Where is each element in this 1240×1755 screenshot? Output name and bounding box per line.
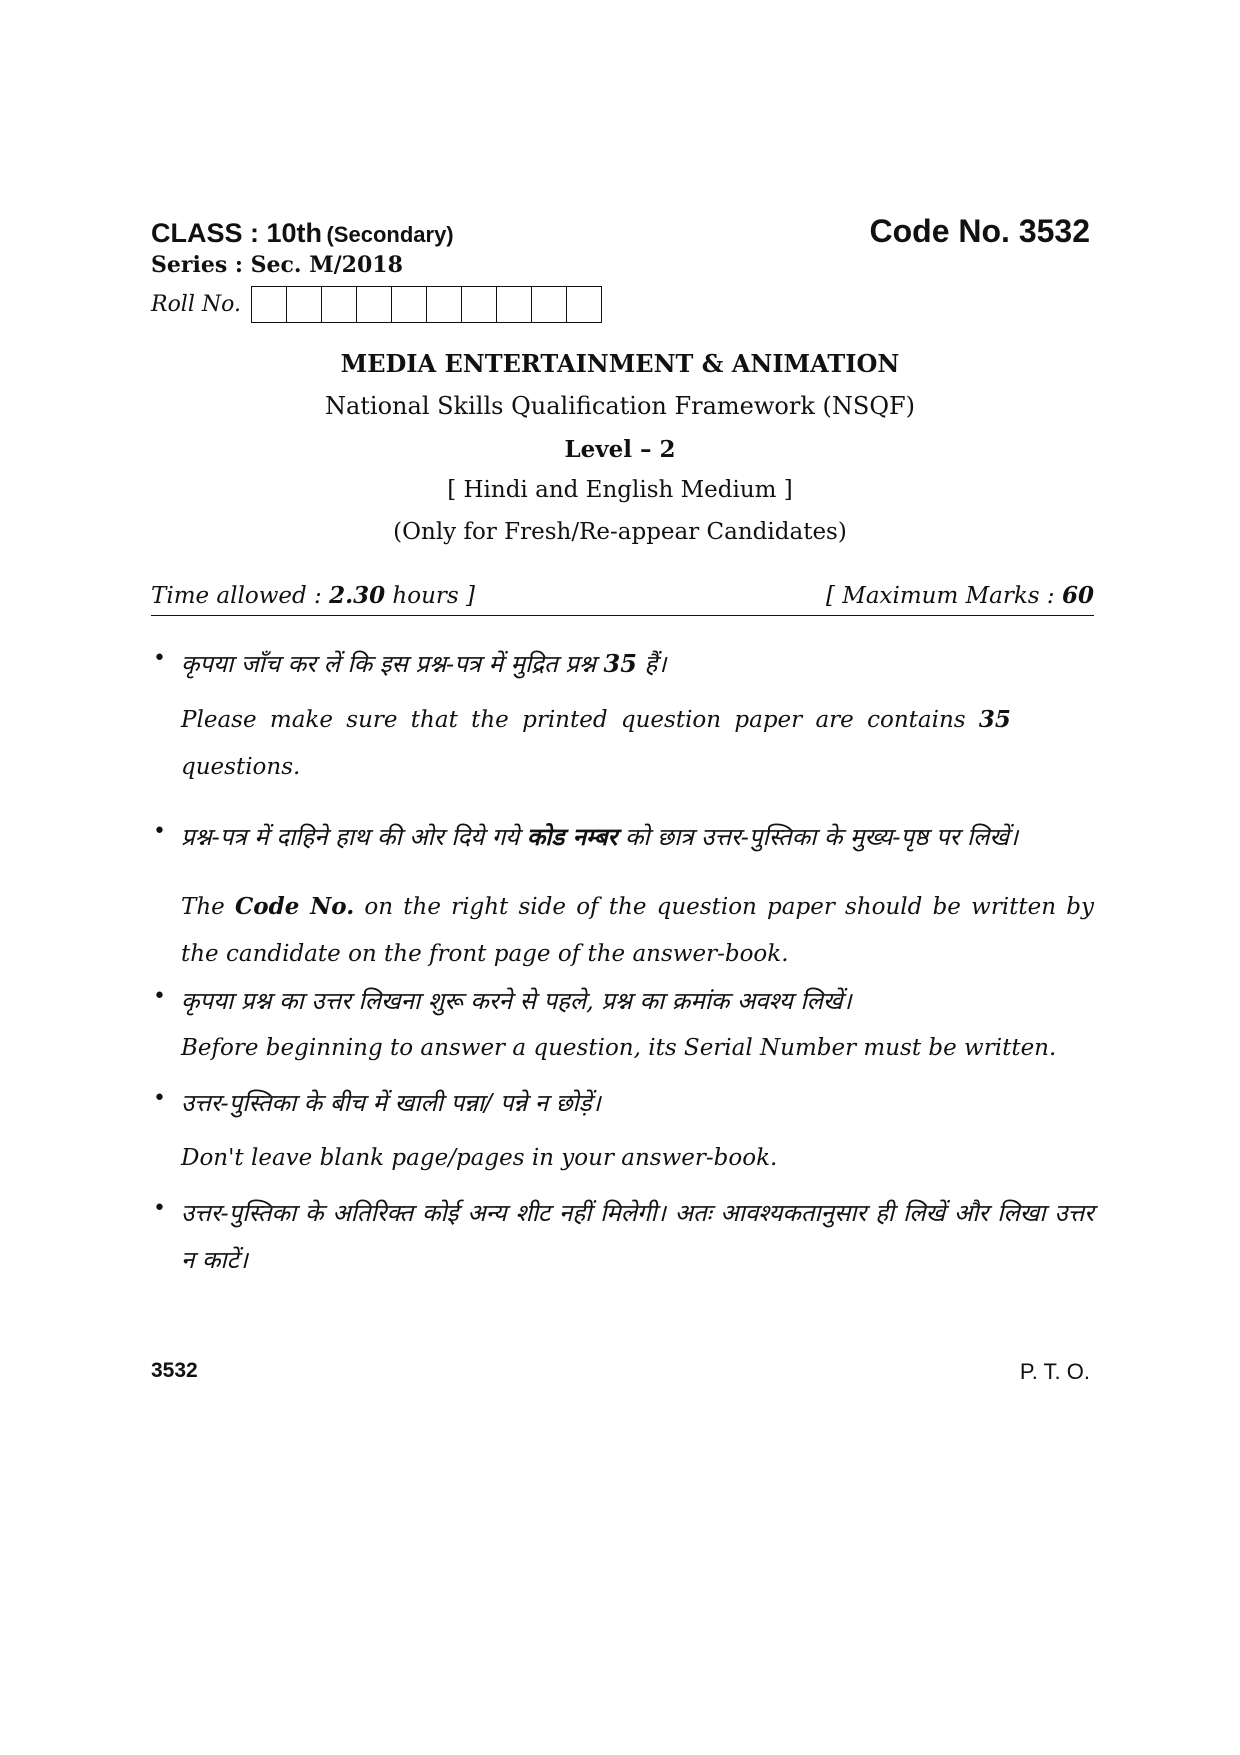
- roll-number-box[interactable]: [462, 287, 497, 322]
- instruction-hindi: उत्तर-पुस्तिका के अतिरिक्त कोई अन्य शीट नहीं मिलेगी। अतः आवश्यकतानुसार ही लिखें और लिखा उत्तर न काटें।: [181, 1199, 1094, 1274]
- time-marks-row: [151, 582, 1094, 616]
- text: on the right side of the question paper should be written by the candidate on the front page of the answer-book.: [181, 894, 1094, 967]
- medium-title: [ Hindi and English Medium ]: [447, 477, 793, 503]
- instruction-item: [151, 1190, 1094, 1284]
- roll-number-box[interactable]: [392, 287, 427, 322]
- class-sub-label: (Secondary): [326, 222, 454, 247]
- instruction-hindi: [181, 640, 1094, 688]
- text: कृपया जाँच कर लें कि इस प्रश्न-पत्र में मुद्रित प्रश्न: [181, 650, 604, 678]
- text: हैं।: [636, 650, 667, 678]
- instruction-english: [181, 883, 1094, 978]
- number: 35: [603, 649, 637, 678]
- instruction-hindi: उत्तर-पुस्तिका के बीच में खाली पन्ना/ पन्ने न छोड़ें।: [181, 1089, 601, 1117]
- code-number: Code No. 3532: [869, 213, 1090, 249]
- class-heading: [151, 218, 454, 249]
- bullet-icon: •: [153, 646, 166, 671]
- time-value: 2.30: [329, 582, 386, 609]
- roll-number-label: Roll No.: [151, 292, 241, 317]
- bullet-icon: •: [153, 1086, 166, 1111]
- text: questions.: [181, 754, 301, 780]
- instruction-hindi: कृपया प्रश्न का उत्तर लिखना शुरू करने से पहले, प्रश्न का क्रमांक अवश्य लिखें।: [181, 987, 852, 1015]
- instruction-hindi: [181, 813, 1094, 861]
- text: प्रश्न-पत्र में दाहिने हाथ की ओर दिये गये: [181, 823, 527, 851]
- marks-label: [ Maximum Marks :: [825, 583, 1062, 609]
- candidates-note: (Only for Fresh/Re-appear Candidates): [393, 519, 847, 545]
- text: को छात्र उत्तर-पुस्तिका के मुख्य-पृष्ठ पर लिखें।: [617, 823, 1019, 851]
- bullet-icon: •: [153, 819, 166, 844]
- instruction-item: [151, 813, 1094, 978]
- roll-number-box[interactable]: [497, 287, 532, 322]
- roll-number-box[interactable]: [322, 287, 357, 322]
- roll-number-box[interactable]: [357, 287, 392, 322]
- text: The: [181, 894, 235, 920]
- roll-number-box[interactable]: [567, 287, 601, 322]
- level-title: Level – 2: [564, 436, 676, 463]
- bullet-icon: •: [153, 1196, 166, 1221]
- number: 35: [978, 706, 1011, 733]
- instructions-list: [151, 640, 1094, 1284]
- bold-text: कोड नम्बर: [526, 822, 618, 851]
- instruction-item: [151, 978, 1094, 1072]
- subject-title: MEDIA ENTERTAINMENT & ANIMATION: [340, 349, 900, 378]
- bold-text: Code No.: [234, 893, 355, 920]
- roll-number-box[interactable]: [532, 287, 567, 322]
- class-label: CLASS : 10th: [151, 218, 323, 248]
- time-suffix: hours ]: [385, 583, 475, 609]
- instruction-english: [181, 696, 1094, 791]
- time-allowed: [151, 582, 475, 609]
- roll-number-boxes: [251, 286, 602, 323]
- roll-number-box[interactable]: [252, 287, 287, 322]
- footer-code: 3532: [151, 1359, 198, 1382]
- roll-number-row: [151, 286, 602, 323]
- series-label: Series : Sec. M/2018: [151, 252, 403, 278]
- roll-number-box[interactable]: [287, 287, 322, 322]
- bullet-icon: •: [153, 984, 166, 1009]
- text: Please make sure that the printed question paper are contains: [181, 707, 979, 733]
- framework-title: National Skills Qualification Framework (NSQF): [324, 392, 916, 420]
- time-label: Time allowed :: [151, 583, 330, 609]
- instruction-english: Don't leave blank page/pages in your answer-book.: [181, 1145, 778, 1171]
- instruction-item: [151, 1080, 1094, 1182]
- footer-pto: P. T. O.: [1019, 1359, 1090, 1384]
- roll-number-box[interactable]: [427, 287, 462, 322]
- marks-value: 60: [1061, 582, 1094, 609]
- maximum-marks: [826, 582, 1094, 609]
- instruction-english: Before beginning to answer a question, its Serial Number must be written.: [181, 1035, 1057, 1061]
- instruction-item: [151, 640, 1094, 791]
